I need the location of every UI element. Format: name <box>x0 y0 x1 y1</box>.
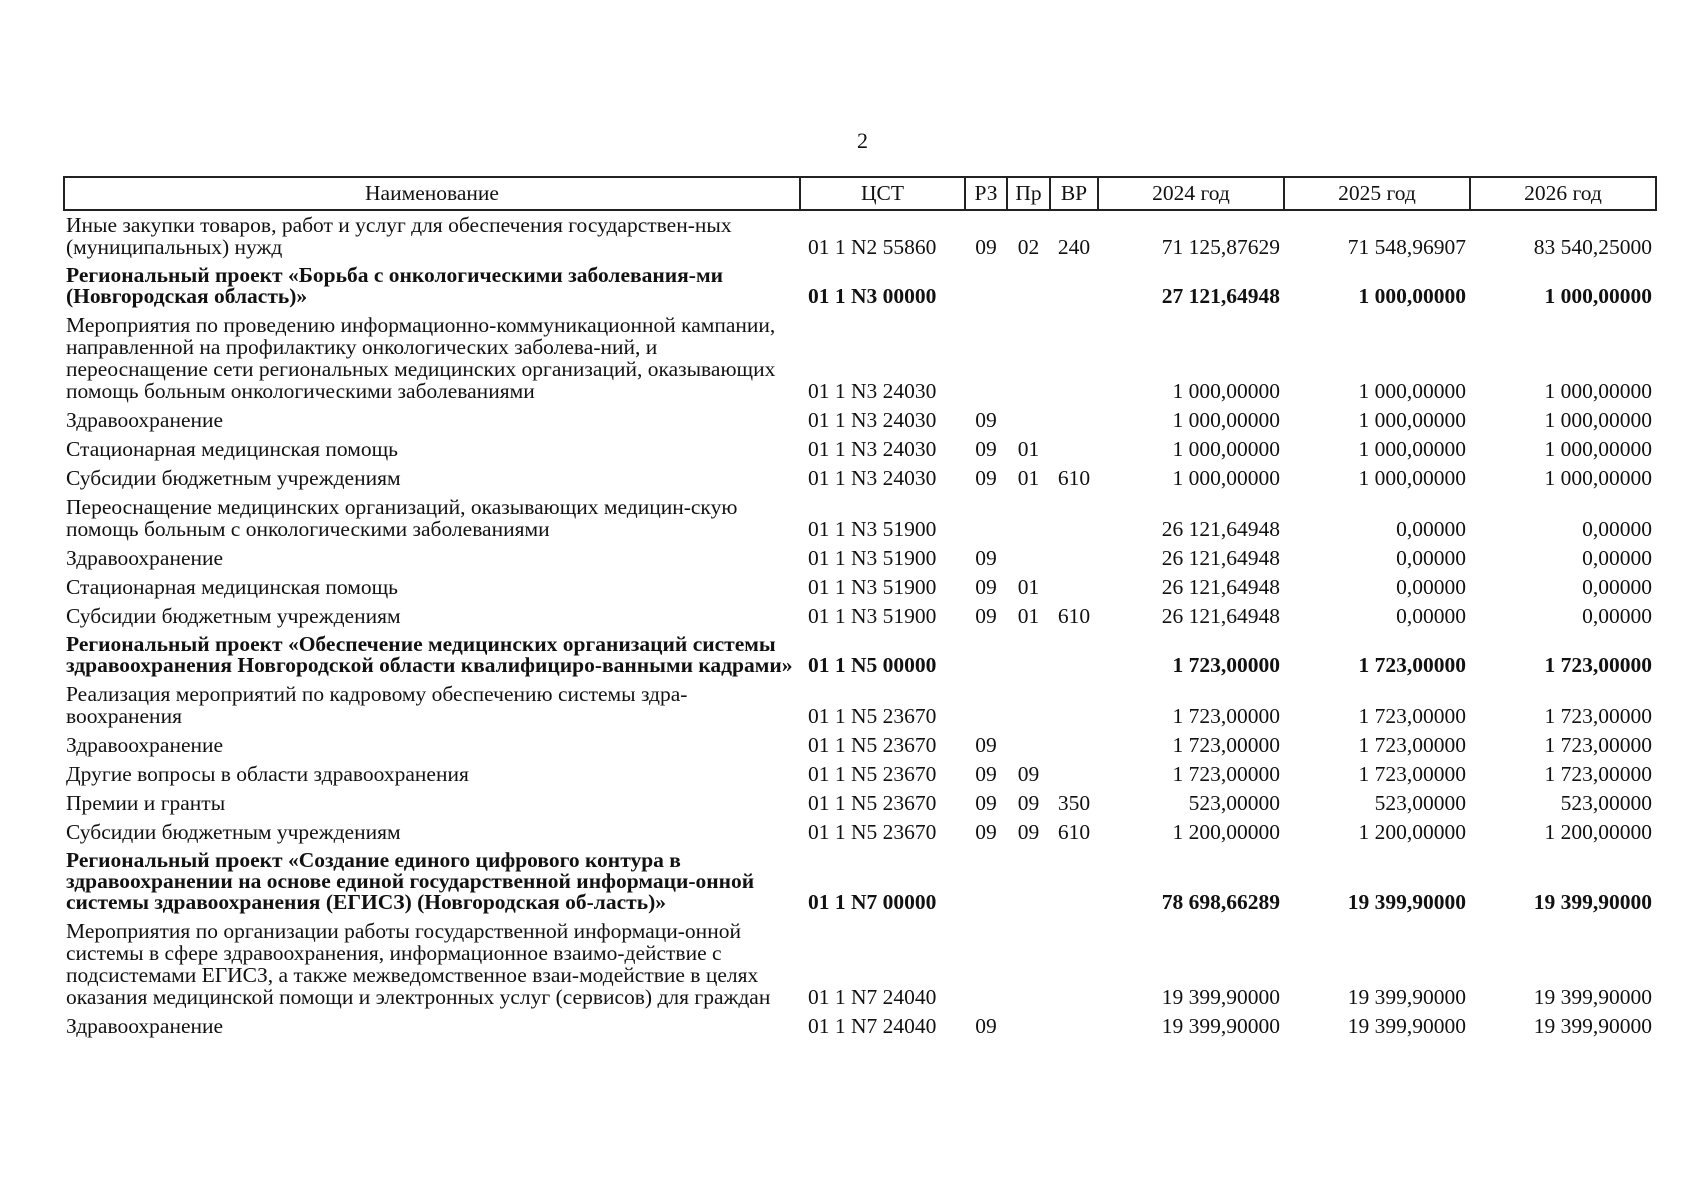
row-2024: 26 121,64948 <box>1161 517 1280 541</box>
row-vr: 240 <box>1057 235 1091 259</box>
row-2026: 19 399,90000 <box>1533 890 1652 914</box>
row-pr <box>1007 917 1050 1012</box>
row-2025: 1 723,00000 <box>1358 653 1466 677</box>
row-name: Здравоохранение <box>66 733 224 757</box>
row-name: Здравоохранение <box>66 546 224 570</box>
row-rz: 09 <box>975 575 997 599</box>
row-cst: 01 1 N5 23670 <box>808 704 937 728</box>
row-2026: 0,00000 <box>1582 604 1652 628</box>
row-name: Реализация мероприятий по кадровому обеспечению системы здра-воохранения <box>66 682 688 728</box>
row-rz <box>965 311 1007 406</box>
row-name: Мероприятия по организации работы государственной информаци-онной системы в сфере здравоохранения, информационное взаимо-действие с подсистемами ЕГИСЗ, а также межведомственное взаи-модействие в целях оказания медицинской помощи и электронных услуг (сервисов) для граждан <box>66 919 771 1009</box>
row-2025: 1 200,00000 <box>1358 820 1466 844</box>
row-name: Стационарная медицинская помощь <box>66 437 398 461</box>
row-2025: 0,00000 <box>1396 575 1466 599</box>
row-pr <box>1007 847 1050 917</box>
row-2024: 1 000,00000 <box>1172 437 1280 461</box>
row-2025: 1 000,00000 <box>1358 379 1466 403</box>
row-2026: 1 000,00000 <box>1544 284 1652 308</box>
row-2026: 1 723,00000 <box>1544 733 1652 757</box>
row-2025: 0,00000 <box>1396 604 1466 628</box>
row-pr <box>1007 262 1050 311</box>
row-2025: 1 000,00000 <box>1358 437 1466 461</box>
row-2024: 26 121,64948 <box>1161 546 1280 570</box>
table-row <box>64 731 1656 760</box>
row-rz: 09 <box>975 437 997 461</box>
row-rz <box>965 847 1007 917</box>
row-name: Другие вопросы в области здравоохранения <box>66 762 469 786</box>
table-row <box>64 210 1656 262</box>
row-cst: 01 1 N5 23670 <box>808 762 937 786</box>
row-2026: 0,00000 <box>1582 575 1652 599</box>
row-pr: 01 <box>1017 604 1040 628</box>
row-2024: 1 200,00000 <box>1172 820 1280 844</box>
row-2024: 19 399,90000 <box>1161 1014 1280 1038</box>
row-rz <box>965 262 1007 311</box>
row-pr: 01 <box>1017 437 1040 461</box>
row-rz <box>965 631 1007 680</box>
row-2026: 0,00000 <box>1582 517 1652 541</box>
table-row <box>64 631 1656 680</box>
row-rz <box>965 917 1007 1012</box>
row-cst: 01 1 N2 55860 <box>808 235 937 259</box>
row-2025: 1 000,00000 <box>1358 408 1466 432</box>
row-cst: 01 1 N3 24030 <box>808 437 937 461</box>
table-row <box>64 311 1656 406</box>
row-2025: 1 000,00000 <box>1358 284 1466 308</box>
header-name: Наименование <box>64 177 800 210</box>
table-body <box>64 210 1656 1041</box>
row-2024: 1 000,00000 <box>1172 408 1280 432</box>
row-2025: 1 723,00000 <box>1358 704 1466 728</box>
table-row <box>64 917 1656 1012</box>
row-2026: 1 723,00000 <box>1544 762 1652 786</box>
row-cst: 01 1 N3 51900 <box>808 604 937 628</box>
row-vr <box>1050 1012 1098 1041</box>
row-2025: 1 723,00000 <box>1358 733 1466 757</box>
row-pr <box>1007 1012 1050 1041</box>
row-2026: 1 000,00000 <box>1544 437 1652 461</box>
row-2026: 83 540,25000 <box>1533 235 1652 259</box>
row-name: Субсидии бюджетным учреждениям <box>66 466 401 490</box>
page-number: 2 <box>857 128 868 153</box>
table-row <box>64 680 1656 731</box>
table-row <box>64 1012 1656 1041</box>
row-vr: 610 <box>1057 466 1091 490</box>
row-name: Субсидии бюджетным учреждениям <box>66 820 401 844</box>
row-2024: 78 698,66289 <box>1161 890 1280 914</box>
table-row <box>64 760 1656 789</box>
row-cst: 01 1 N7 00000 <box>808 890 937 914</box>
table-row <box>64 435 1656 464</box>
row-name: Премии и гранты <box>66 791 226 815</box>
row-pr: 02 <box>1017 235 1040 259</box>
header-2026: 2026 год <box>1470 177 1656 210</box>
row-2025: 0,00000 <box>1396 517 1466 541</box>
row-name: Здравоохранение <box>66 408 224 432</box>
row-vr <box>1050 493 1098 544</box>
row-name: Мероприятия по проведению информационно-коммуникационной кампании, направленной на профилактику онкологических заболева-ний, и переоснащение сети региональных медицинских организаций, оказывающих помощь больным онкологическими заболеваниями <box>66 313 776 403</box>
row-2024: 1 000,00000 <box>1172 466 1280 490</box>
table-row <box>64 406 1656 435</box>
row-2025: 1 723,00000 <box>1358 762 1466 786</box>
row-2024: 1 000,00000 <box>1172 379 1280 403</box>
budget-table <box>63 176 1657 1041</box>
row-cst: 01 1 N3 51900 <box>808 575 937 599</box>
row-rz: 09 <box>975 733 997 757</box>
row-pr <box>1007 311 1050 406</box>
header-vr: ВР <box>1050 177 1098 210</box>
row-2024: 19 399,90000 <box>1161 985 1280 1009</box>
row-vr: 610 <box>1057 604 1091 628</box>
row-2024: 27 121,64948 <box>1161 284 1280 308</box>
row-2026: 1 200,00000 <box>1544 820 1652 844</box>
row-rz <box>965 680 1007 731</box>
row-rz <box>965 493 1007 544</box>
row-2025: 19 399,90000 <box>1347 1014 1466 1038</box>
table-row <box>64 847 1656 917</box>
table-row <box>64 818 1656 847</box>
row-vr <box>1050 262 1098 311</box>
row-cst: 01 1 N3 51900 <box>808 517 937 541</box>
row-2026: 1 000,00000 <box>1544 379 1652 403</box>
row-cst: 01 1 N5 23670 <box>808 733 937 757</box>
row-vr <box>1050 544 1098 573</box>
row-name: Региональный проект «Создание единого цифрового контура в здравоохранении на основе единой государственной информаци-онной системы здравоохранения (ЕГИСЗ) (Новгородская об-ласть)» <box>66 848 755 914</box>
row-cst: 01 1 N3 24030 <box>808 466 937 490</box>
row-pr <box>1007 544 1050 573</box>
row-2024: 1 723,00000 <box>1172 653 1280 677</box>
row-name: Региональный проект «Борьба с онкологическими заболевания-ми (Новгородская область)» <box>66 263 723 308</box>
row-2025: 0,00000 <box>1396 546 1466 570</box>
row-rz: 09 <box>975 762 997 786</box>
table-row <box>64 544 1656 573</box>
row-vr <box>1050 917 1098 1012</box>
row-name: Региональный проект «Обеспечение медицинских организаций системы здравоохранения Новгородской области квалифициро-ванными кадрами» <box>66 632 793 677</box>
row-2025: 71 548,96907 <box>1347 235 1466 259</box>
table-row <box>64 262 1656 311</box>
header-2025: 2025 год <box>1284 177 1470 210</box>
row-vr: 350 <box>1057 791 1091 815</box>
row-cst: 01 1 N3 51900 <box>808 546 937 570</box>
row-cst: 01 1 N3 24030 <box>808 379 937 403</box>
row-pr: 01 <box>1017 466 1040 490</box>
row-2024: 71 125,87629 <box>1161 235 1280 259</box>
row-pr <box>1007 406 1050 435</box>
header-rz: РЗ <box>965 177 1007 210</box>
row-name: Иные закупки товаров, работ и услуг для обеспечения государствен-ных (муниципальных) нужд <box>66 213 732 259</box>
row-2024: 523,00000 <box>1188 791 1280 815</box>
table-header <box>64 177 1656 210</box>
table-row <box>64 573 1656 602</box>
row-2026: 19 399,90000 <box>1533 1014 1652 1038</box>
row-cst: 01 1 N5 23670 <box>808 820 937 844</box>
table-row <box>64 493 1656 544</box>
row-rz: 09 <box>975 466 997 490</box>
row-pr <box>1007 631 1050 680</box>
row-2026: 1 000,00000 <box>1544 408 1652 432</box>
row-cst: 01 1 N5 00000 <box>808 653 937 677</box>
row-pr <box>1007 731 1050 760</box>
row-rz: 09 <box>975 1014 997 1038</box>
row-name: Здравоохранение <box>66 1014 224 1038</box>
row-vr <box>1050 760 1098 789</box>
row-pr: 09 <box>1017 762 1040 786</box>
row-2025: 19 399,90000 <box>1347 890 1466 914</box>
row-vr <box>1050 631 1098 680</box>
row-name: Переоснащение медицинских организаций, оказывающих медицин-скую помощь больным с онкологическими заболеваниями <box>66 495 738 541</box>
row-pr: 09 <box>1017 820 1040 844</box>
table-row <box>64 464 1656 493</box>
row-pr: 01 <box>1017 575 1040 599</box>
row-2026: 523,00000 <box>1560 791 1652 815</box>
row-2025: 19 399,90000 <box>1347 985 1466 1009</box>
row-cst: 01 1 N5 23670 <box>808 791 937 815</box>
row-rz: 09 <box>975 820 997 844</box>
row-vr <box>1050 435 1098 464</box>
row-rz: 09 <box>975 546 997 570</box>
row-vr <box>1050 573 1098 602</box>
row-2024: 26 121,64948 <box>1161 575 1280 599</box>
table-row <box>64 789 1656 818</box>
row-2026: 0,00000 <box>1582 546 1652 570</box>
row-rz: 09 <box>975 235 997 259</box>
row-2026: 19 399,90000 <box>1533 985 1652 1009</box>
row-pr: 09 <box>1017 791 1040 815</box>
row-2026: 1 723,00000 <box>1544 704 1652 728</box>
row-2024: 26 121,64948 <box>1161 604 1280 628</box>
header-pr: Пр <box>1007 177 1050 210</box>
row-rz: 09 <box>975 408 997 432</box>
row-2024: 1 723,00000 <box>1172 762 1280 786</box>
row-rz: 09 <box>975 791 997 815</box>
header-2024: 2024 год <box>1098 177 1284 210</box>
row-2026: 1 723,00000 <box>1544 653 1652 677</box>
row-vr <box>1050 731 1098 760</box>
row-cst: 01 1 N3 24030 <box>808 408 937 432</box>
row-2025: 523,00000 <box>1374 791 1466 815</box>
row-pr <box>1007 493 1050 544</box>
row-vr <box>1050 311 1098 406</box>
row-rz: 09 <box>975 604 997 628</box>
row-2024: 1 723,00000 <box>1172 733 1280 757</box>
row-vr <box>1050 680 1098 731</box>
row-2025: 1 000,00000 <box>1358 466 1466 490</box>
row-cst: 01 1 N7 24040 <box>808 985 937 1009</box>
row-vr <box>1050 847 1098 917</box>
header-cst: ЦСТ <box>800 177 965 210</box>
row-pr <box>1007 680 1050 731</box>
row-2026: 1 000,00000 <box>1544 466 1652 490</box>
row-vr <box>1050 406 1098 435</box>
table-row <box>64 602 1656 631</box>
row-2024: 1 723,00000 <box>1172 704 1280 728</box>
row-name: Субсидии бюджетным учреждениям <box>66 604 401 628</box>
row-name: Стационарная медицинская помощь <box>66 575 398 599</box>
row-cst: 01 1 N7 24040 <box>808 1014 937 1038</box>
row-vr: 610 <box>1057 820 1091 844</box>
row-cst: 01 1 N3 00000 <box>808 284 937 308</box>
